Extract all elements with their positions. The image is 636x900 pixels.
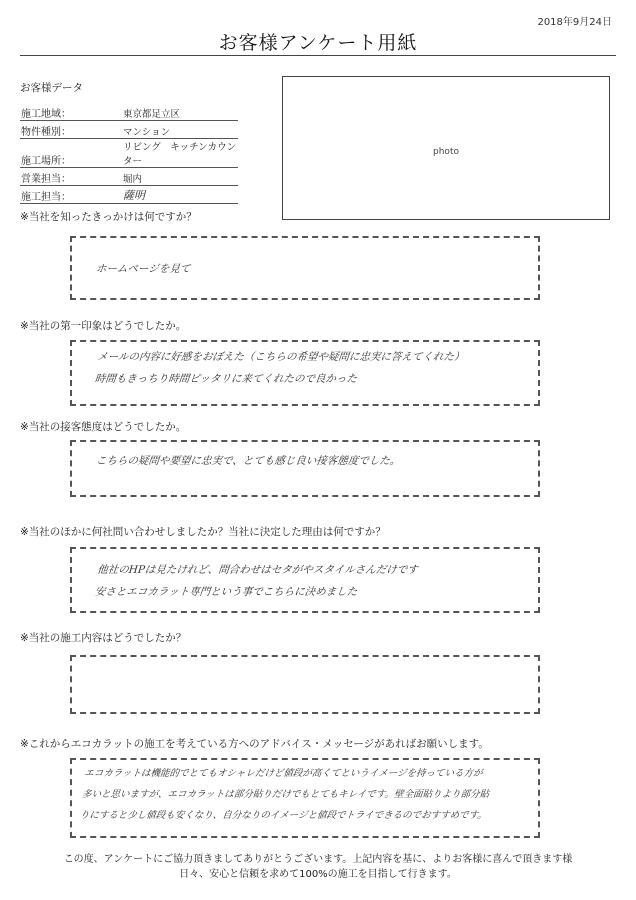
answer-box-3	[70, 440, 540, 497]
answer-4-text	[94, 559, 531, 603]
answer-line: エコカラットは機能的でとてもオシャレだけど値段が高くてというイメージを持っている方が	[83, 768, 484, 779]
answer-line: 安さとエコカラット専門という事でこちらに決めました	[94, 586, 358, 598]
info-label: 施工担当：	[20, 186, 99, 204]
answer-line: ホームページを見て	[95, 263, 191, 275]
closing-message	[0, 852, 636, 882]
question-1: ※当社を知ったきっかけは何ですか？	[20, 211, 197, 223]
answer-1-text	[95, 258, 529, 280]
answer-line: りにすると少し値段も安くなり、自分なりのイメージと値段でトライできるのでおすすめです。	[79, 810, 488, 821]
answer-box-5	[70, 655, 540, 714]
info-row-property-type	[20, 121, 238, 139]
answer-line: こちらの疑問や要望に忠実で、とても感じ良い接客態度でした。	[95, 455, 401, 467]
info-value: リビング キッチンカウンター	[99, 139, 238, 168]
answer-box-4	[70, 547, 540, 613]
photo-placeholder	[282, 76, 610, 220]
info-row-area	[20, 103, 238, 121]
answer-2-text	[94, 346, 531, 390]
answer-line: 時間もきっちり時間ピッタリに来てくれたので良かった	[94, 373, 358, 385]
answer-6-text	[79, 763, 532, 826]
question-3: ※当社の接客態度はどうでしたか。	[20, 421, 187, 433]
answer-box-2	[70, 340, 540, 406]
info-label: 営業担当：	[20, 168, 99, 186]
answer-line: メールの内容に好感をおぼえた（こちらの希望や疑問に忠実に答えてくれた）	[96, 351, 466, 363]
page-title: お客様アンケート用紙	[218, 32, 418, 54]
answer-3-text	[95, 450, 529, 472]
info-label: 施工地域：	[20, 103, 99, 121]
customer-data-heading: お客様データ	[20, 82, 83, 94]
info-label: 物件種別：	[20, 121, 99, 139]
answer-line: 他社のHPは見たけれど、問合わせはセタがやスタイルさんだけです	[96, 564, 419, 576]
info-value: マンション	[99, 121, 238, 139]
installer-signature: 薩明	[99, 186, 238, 204]
answer-box-1	[70, 236, 540, 300]
info-label: 施工場所：	[20, 139, 99, 168]
survey-date: 2018年9月24日	[537, 17, 612, 28]
question-4: ※当社のほかに何社問い合わせしましたか？当社に決定した理由は何ですか？	[20, 526, 386, 538]
customer-data-table	[20, 103, 238, 204]
closing-line: この度、アンケートにご協力頂きましてありがとうございます。上記内容を基に、よりお客様に喜んで頂きます様	[63, 854, 573, 865]
answer-line: 多いと思いますが、エコカラットは部分貼りだけでもとてもキレイです。壁全面貼りより部分貼	[81, 789, 490, 800]
info-value: 堀内	[99, 168, 238, 186]
closing-line: 日々、安心と信頼を求めて100%の施工を目指して行きます。	[179, 869, 457, 880]
info-row-sales-rep	[20, 168, 238, 186]
info-value: 東京都足立区	[99, 103, 238, 121]
info-row-installer	[20, 186, 238, 204]
info-row-location	[20, 139, 238, 168]
photo-label: photo	[433, 147, 459, 157]
answer-box-6	[70, 758, 540, 838]
title-divider	[20, 55, 616, 56]
question-6: ※これからエコカラットの施工を考えている方へのアドバイス・メッセージがあればお願いします。	[20, 738, 489, 750]
question-5: ※当社の施工内容はどうでしたか？	[20, 632, 187, 644]
question-2: ※当社の第一印象はどうでしたか。	[20, 320, 187, 332]
